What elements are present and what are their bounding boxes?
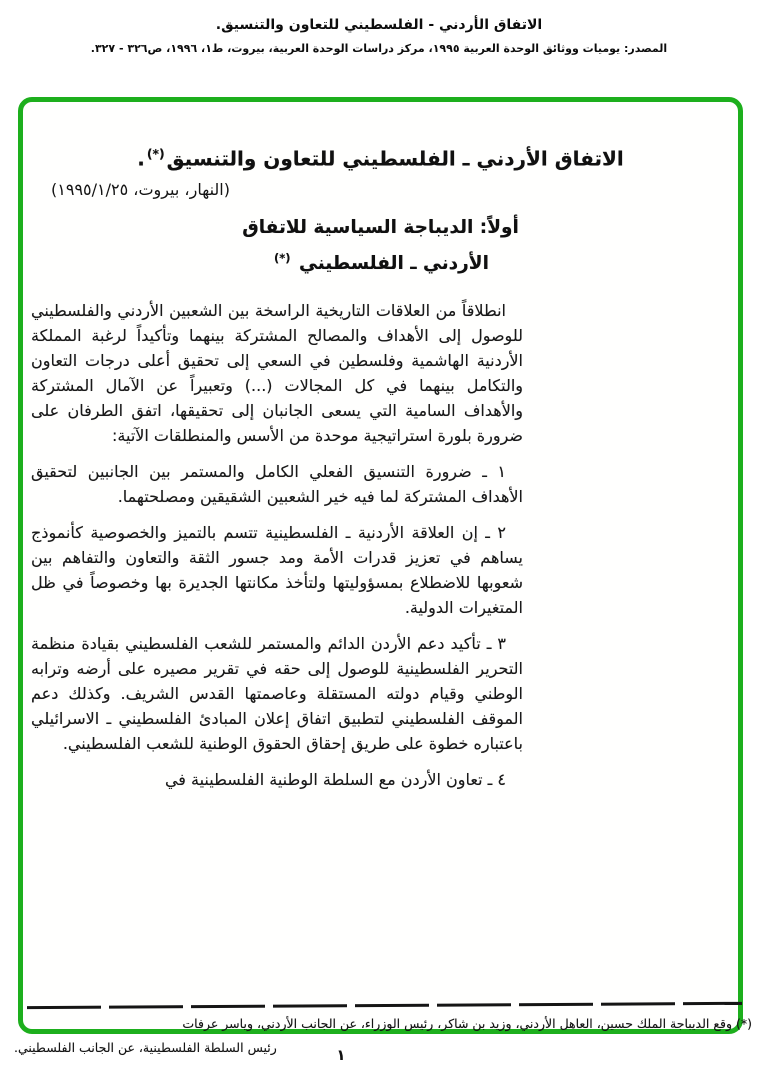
- section-heading-line1: أولاً: الديباجة السياسية للاتفاق: [242, 216, 519, 238]
- paragraph-preamble: انطلاقاً من العلاقات التاريخية الراسخة بين الشعبين الأردني والفلسطيني للوصول إلى الأهداف والمصالح المشتركة بينهما وتأكيداً لرغبة المملكة الأردنية الهاشمية وفلسطين في السعي إلى تحقيق أعلى درجات التعاون والتكامل بينهما في كل المجالات (...) وتعبيراً عن الآمال المشتركة والأهداف السامية التي يسعى الجانبان إلى تحقيقها، اتفق الطرفان على ضرورة بلورة استراتيجية موحدة من الأسس والمنطلقات الآتية:: [31, 300, 523, 445]
- header-source-citation: المصدر: يوميات ووثائق الوحدة العربية ١٩٩٥، مركز دراسات الوحدة العربية، بيروت، ط١، ١٩٩٦، ص٣٢٦ - ٣٢٧.: [90, 42, 668, 55]
- document-title-period: .: [137, 146, 145, 171]
- footnote-divider-line: [27, 1002, 742, 1009]
- paragraph-clause-1: ١ ـ ضرورة التنسيق الفعلي الكامل والمستمر بين الجانبين لتحقيق الأهداف المشتركة لما فيه خير الشعبين الشقيقين ومصلحتهما.: [31, 461, 523, 506]
- footnote-line-1: (*) وقع الديباجة الملك حسين، العاهل الأردني، وزيد بن شاكر، رئيس الوزراء، عن الجانب الأردني، وياسر عرفات: [182, 1016, 752, 1031]
- document-scan-content: [14, 146, 752, 1073]
- paragraph-clause-2: ٢ ـ إن العلاقة الأردنية ـ الفلسطينية تتسم بالتميز والخصوصية كأنموذج يساهم في تعزيز قدرات الأمة ومد جسور الثقة والتعاون والتفاهم بين شعوبها للاضطلاع بمسؤوليتها ولتأخذ مكانتها الجديرة بها وخصوصاً في ظل المتغيرات الدولية.: [31, 522, 523, 617]
- section-heading: [23, 212, 738, 279]
- document-body: [31, 298, 523, 792]
- document-title: [23, 146, 738, 171]
- paragraph-clause-3: ٣ ـ تأكيد دعم الأردن الدائم والمستمر للشعب الفلسطيني بقيادة منظمة التحرير الفلسطينية للوصول إلى حقه في تقرير مصيره على أرضه وترابه الوطني وقيام دولته المستقلة وعاصمتها القدس الشريف. وكذلك دعم الموقف الفلسطيني لتطبيق اتفاق إعلان المبادئ الفلسطيني ـ الاسرائيلي باعتباره خطوة على طريق إحقاق الحقوق الوطنية للشعب الفلسطيني.: [31, 633, 523, 753]
- footnote-asterisk-mark: (*): [146, 146, 165, 161]
- footnote-asterisk-mark: (*): [274, 250, 291, 265]
- dateline: (النهار، بيروت، ١٩٩٥/١/٢٥): [51, 179, 230, 199]
- header-title: الاتفاق الأردني - الفلسطيني للتعاون والتنسيق.: [215, 17, 543, 33]
- page-header: [0, 0, 758, 55]
- section-heading-line2: [23, 243, 738, 279]
- document-title-text: الاتفاق الأردني ـ الفلسطيني للتعاون والتنسيق: [166, 146, 624, 171]
- paragraph-clause-4: ٤ ـ تعاون الأردن مع السلطة الوطنية الفلسطينية في: [164, 769, 506, 789]
- document-scan-frame: [14, 97, 752, 1055]
- page-number: ١: [336, 1046, 346, 1064]
- section-heading-line2-text: الأردني ـ الفلسطيني: [292, 252, 489, 274]
- footnote-line-2: رئيس السلطة الفلسطينية، عن الجانب الفلسطيني.: [14, 1040, 277, 1055]
